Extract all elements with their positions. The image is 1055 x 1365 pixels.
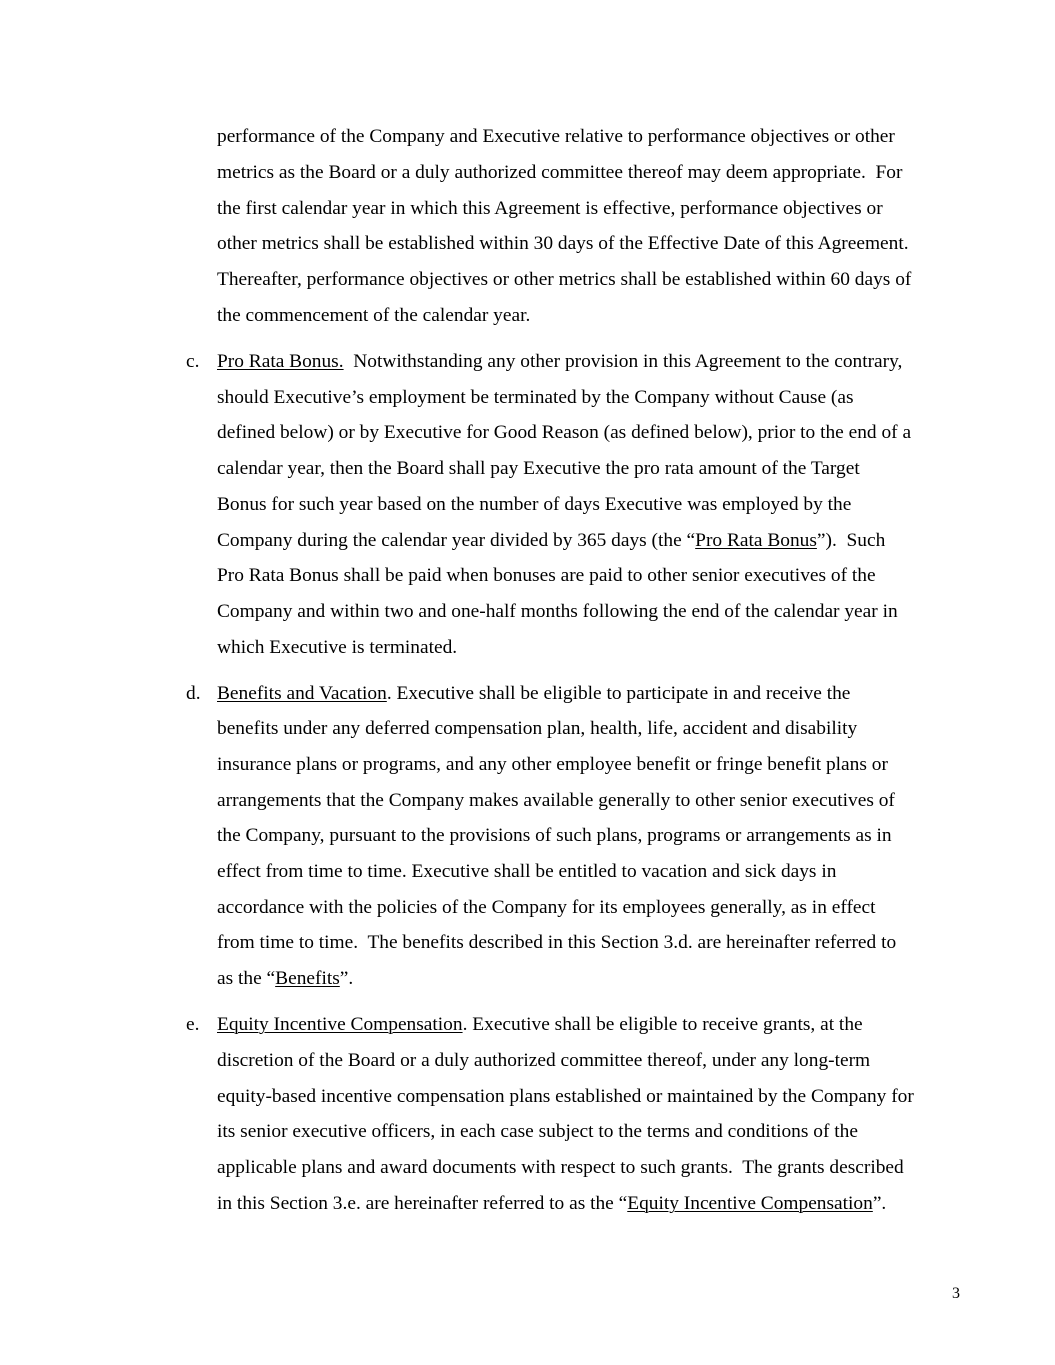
page-number: 3 [952, 1285, 960, 1302]
paragraph-line: defined below) or by Executive for Good Reason (as defined below), prior to the end of a [217, 422, 912, 443]
text-segment: in this Section 3.e. are hereinafter referred to as the “ [217, 1193, 628, 1214]
paragraph-line [217, 1013, 863, 1037]
text-segment: ”). Such [816, 530, 886, 551]
paragraph-line [217, 350, 902, 374]
section-heading: Pro Rata Bonus. [217, 351, 344, 372]
paragraph-line: which Executive is terminated. [217, 637, 458, 658]
defined-term: Pro Rata Bonus [695, 530, 817, 551]
text-segment: as the “ [217, 968, 276, 989]
heading-continuation: Notwithstanding any other provision in this Agreement to the contrary, [343, 351, 903, 372]
list-marker: c. [186, 351, 200, 372]
paragraph-line: the Company, pursuant to the provisions of such plans, programs or arrangements as in [217, 825, 892, 846]
paragraph-line: Thereafter, performance objectives or other metrics shall be established within 60 days of [217, 269, 912, 290]
paragraph-line: Bonus for such year based on the number of days Executive was employed by the [217, 494, 852, 515]
section-heading: Benefits and Vacation [217, 683, 387, 704]
paragraph-line: arrangements that the Company makes available generally to other senior executives of [217, 790, 895, 811]
paragraph-line: its senior executive officers, in each case subject to the terms and conditions of the [217, 1121, 858, 1142]
paragraph-line: applicable plans and award documents with respect to such grants. The grants described [217, 1157, 904, 1178]
paragraph-line: calendar year, then the Board shall pay Executive the pro rata amount of the Target [217, 458, 860, 479]
paragraph-line [217, 967, 353, 991]
heading-continuation: . Executive shall be eligible to participate in and receive the [386, 683, 851, 704]
list-marker: e. [186, 1014, 200, 1035]
paragraph-line: equity-based incentive compensation plans established or maintained by the Company for [217, 1086, 914, 1107]
paragraph-line: insurance plans or programs, and any other employee benefit or fringe benefit plans or [217, 754, 888, 775]
paragraph-line: other metrics shall be established within 30 days of the Effective Date of this Agreement. [217, 233, 909, 254]
text-segment: Company during the calendar year divided by 365 days (the “ [217, 530, 696, 551]
text-segment: ”. [339, 968, 354, 989]
paragraph-line: should Executive’s employment be terminated by the Company without Cause (as [217, 387, 854, 408]
paragraph-line: Pro Rata Bonus shall be paid when bonuses are paid to other senior executives of the [217, 565, 876, 586]
heading-continuation: . Executive shall be eligible to receive grants, at the [462, 1014, 863, 1035]
paragraph-line: performance of the Company and Executive relative to performance objectives or other [217, 126, 895, 147]
defined-term: Benefits [275, 968, 340, 989]
paragraph-line: Company and within two and one-half months following the end of the calendar year in [217, 601, 898, 622]
paragraph-line [217, 1192, 886, 1216]
paragraph-line: from time to time. The benefits described in this Section 3.d. are hereinafter referred to [217, 932, 897, 953]
paragraph-line: the first calendar year in which this Agreement is effective, performance objectives or [217, 198, 883, 219]
paragraph-line: benefits under any deferred compensation plan, health, life, accident and disability [217, 718, 858, 739]
list-marker: d. [186, 683, 201, 704]
text-segment: ”. [872, 1193, 887, 1214]
paragraph-line [217, 529, 885, 553]
defined-term: Equity Incentive Compensation [627, 1193, 873, 1214]
paragraph-line: the commencement of the calendar year. [217, 305, 531, 326]
paragraph-line: accordance with the policies of the Company for its employees generally, as in effect [217, 897, 876, 918]
paragraph-line: metrics as the Board or a duly authorized committee thereof may deem appropriate. For [217, 162, 903, 183]
paragraph-line: discretion of the Board or a duly authorized committee thereof, under any long-term [217, 1050, 871, 1071]
paragraph-line [217, 682, 850, 706]
paragraph-line: effect from time to time. Executive shall be entitled to vacation and sick days in [217, 861, 837, 882]
section-heading: Equity Incentive Compensation [217, 1014, 463, 1035]
